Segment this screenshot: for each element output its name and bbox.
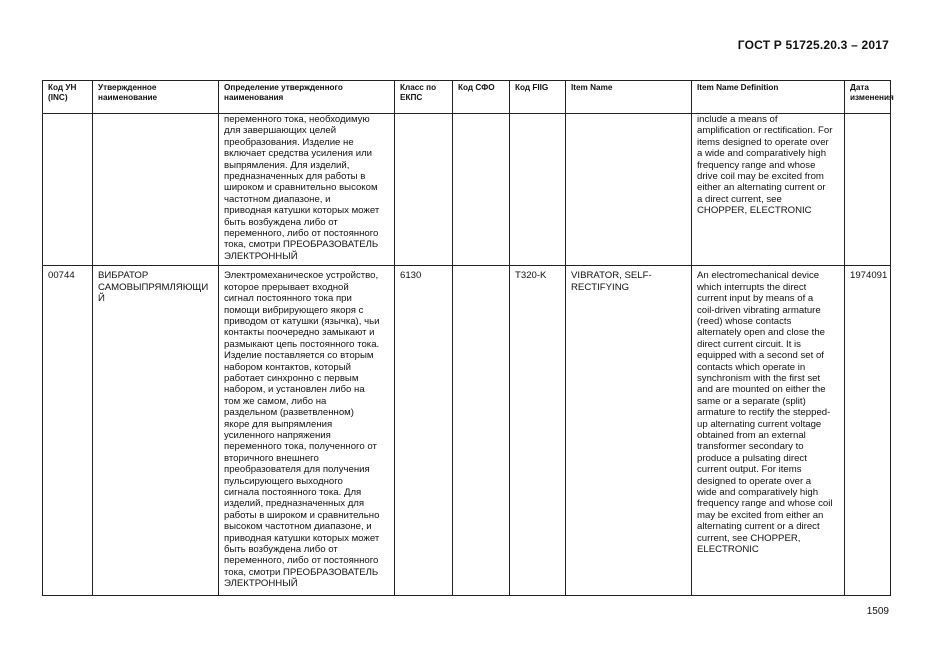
- column-header-item-name: Item Name: [566, 81, 692, 114]
- cell-change-date: 1974091: [845, 266, 891, 596]
- column-header-sfo-code: Код СФО: [453, 81, 510, 114]
- column-header-definition: Определение утвержденного наименования: [219, 81, 395, 114]
- cell-item-name-definition: include a means of amplification or rectification. For items designed to operate over a wide and comparatively high frequency range and whose drive coil may be excited from either an alternating current or a direct current, see CHOPPER, ELECTRONIC: [692, 114, 845, 266]
- column-header-approved-name: Утвержденное наименование: [93, 81, 219, 114]
- cell-definition: Электромеханическое устройство, которое прерывает входной сигнал постоянного тока при помощи вибрирующего якоря с приводом от катушки (язычка), чьи контакты поочередно замыкают и размыкают цепь постоянного тока. Изделие поставляется со вторым набором контактов, который работает синхронно с первым набором, и установлен либо на том же самом, либо на раздельном (разветвленном) якоре для выпрямления усиленного напряжения переменного тока, полученного от вторичного внешнего преобразователя для получения пульсирующего выходного сигнала постоянного тока. Для изделий, предназначенных для работы в широком и сравнительно высоком частотном диапазоне, и приводная катушки которых может быть возбуждена либо от переменного, либо от постоянного тока, смотри ПРЕОБРАЗОВАТЕЛЬ ЭЛЕКТРОННЫЙ: [219, 266, 395, 596]
- cell-inc: [43, 114, 93, 266]
- cell-fiig-code: [510, 114, 566, 266]
- table-row: [43, 114, 891, 266]
- column-header-inc: Код УН (INC): [43, 81, 93, 114]
- cell-approved-name: [93, 114, 219, 266]
- cell-sfo-code: [453, 266, 510, 596]
- cell-sfo-code: [453, 114, 510, 266]
- cell-fiig-code: T320-K: [510, 266, 566, 596]
- cell-ekps-class: 6130: [395, 266, 453, 596]
- table-header-row: [43, 81, 891, 114]
- cell-item-name: VIBRATOR, SELF- RECTIFYING: [566, 266, 692, 596]
- cell-ekps-class: [395, 114, 453, 266]
- cell-approved-name: ВИБРАТОР САМОВЫПРЯМЛЯЮЩИ Й: [93, 266, 219, 596]
- cell-change-date: [845, 114, 891, 266]
- column-header-fiig-code: Код FIIG: [510, 81, 566, 114]
- column-header-item-name-definition: Item Name Definition: [692, 81, 845, 114]
- cell-definition: переменного тока, необходимую для завершающих целей преобразования. Изделие не включает средства усиления или выпрямления. Для изделий, предназначенных для работы в широком и сравнительно высоком частотном диапазоне, и приводная катушки которых может быть возбуждена либо от переменного, либо от постоянного тока, смотри ПРЕОБРАЗОВАТЕЛЬ ЭЛЕКТРОННЫЙ: [219, 114, 395, 266]
- cell-item-name-definition: An electromechanical device which interrupts the direct current input by means of a coil-driven vibrating armature (reed) whose contacts alternately open and close the direct current circuit. It is equipped with a second set of contacts which operate in synchronism with the first set and are mounted on either the same or a separate (split) armature to rectify the stepped- up alternating current voltage obtained from an external transformer secondary to produce a pulsating direct current output. For items designed to operate over a wide and comparatively high frequency range and whose coil may be excited from either an alternating current or a direct current, see CHOPPER, ELECTRONIC: [692, 266, 845, 596]
- cell-inc: 00744: [43, 266, 93, 596]
- document-id: ГОСТ Р 51725.20.3 – 2017: [737, 38, 889, 52]
- table-row: [43, 266, 891, 596]
- page-number: 1509: [866, 606, 889, 617]
- nomenclature-table: [42, 80, 894, 596]
- cell-item-name: [566, 114, 692, 266]
- column-header-change-date: Дата изменения: [845, 81, 891, 114]
- column-header-ekps-class: Класс по ЕКПС: [395, 81, 453, 114]
